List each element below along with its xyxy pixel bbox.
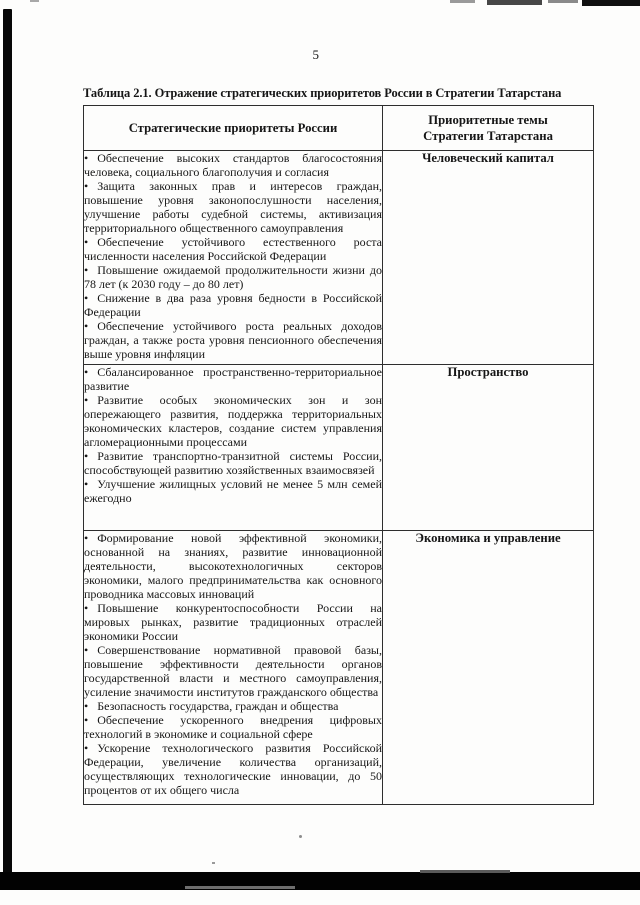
priority-item (84, 531, 382, 601)
theme-cell (383, 531, 594, 805)
column-header-tatarstan-themes (383, 106, 594, 151)
priorities-cell (84, 365, 383, 531)
priorities-cell (84, 531, 383, 805)
priority-text: Сбалансированное пространственно-территориальное развитие (84, 365, 382, 393)
scan-artifact-speck (299, 835, 302, 838)
bullet-icon: • (84, 151, 89, 165)
bullet-icon: • (84, 601, 89, 615)
priority-item (84, 151, 382, 179)
bullet-icon: • (84, 263, 89, 277)
table-title: Таблица 2.1. Отражение стратегических приоритетов России в Стратегии Татарстана (83, 86, 562, 100)
priority-text: Обеспечение устойчивого роста реальных доходов граждан, а также роста уровня пенсионного обеспечения выше уровня инфляции (84, 319, 382, 361)
priority-item (84, 291, 382, 319)
priority-text: Повышение ожидаемой продолжительности жизни до 78 лет (к 2030 году – до 80 лет) (84, 263, 382, 291)
bullet-icon: • (84, 477, 89, 491)
scan-artifact-top-smudge (30, 0, 39, 2)
theme-label: Пространство (447, 365, 529, 379)
bullet-icon: • (84, 699, 89, 713)
priority-item (84, 601, 382, 643)
scan-artifact-speck (212, 862, 215, 864)
scan-artifact-top-smudge (450, 0, 475, 3)
priority-item (84, 699, 382, 713)
priority-item (84, 319, 382, 361)
theme-cell (383, 365, 594, 531)
scan-artifact-top-smudge (487, 0, 542, 5)
priorities-table (83, 105, 594, 805)
bullet-icon: • (84, 291, 89, 305)
theme-label: Человеческий капитал (422, 151, 554, 165)
bullet-icon: • (84, 531, 89, 545)
priority-item (84, 263, 382, 291)
table-row (84, 151, 594, 365)
priority-item (84, 365, 382, 393)
scan-artifact-top-smudge (582, 0, 640, 6)
scan-artifact-bottom-band (0, 872, 640, 890)
priority-text: Развитие особых экономических зон и зон опережающего развития, поддержка территориальных экономических кластеров, создание систем управления агломерационными процессами (84, 393, 382, 449)
bullet-icon: • (84, 235, 89, 249)
priority-text: Улучшение жилищных условий не менее 5 млн семей ежегодно (84, 477, 382, 505)
priority-item (84, 713, 382, 741)
priority-text: Обеспечение устойчивого естественного роста численности населения Российской Федерации (84, 235, 382, 263)
scan-artifact-top-smudge (548, 0, 578, 3)
table-row (84, 365, 594, 531)
priority-text: Обеспечение высоких стандартов благосостояния человека, социального благополучия и согласия (84, 151, 382, 179)
priorities-cell (84, 151, 383, 365)
priority-text: Снижение в два раза уровня бедности в Российской Федерации (84, 291, 382, 319)
bullet-icon: • (84, 741, 89, 755)
bullet-icon: • (84, 449, 89, 463)
bullet-icon: • (84, 643, 89, 657)
column-header-line: Приоритетные темы (428, 113, 548, 127)
priority-text: Ускорение технологического развития Российской Федерации, увеличение количества организаций, осуществляющих технологические инновации, до 50 процентов от их общего числа (84, 741, 382, 797)
page-number: 5 (312, 47, 320, 62)
bullet-icon: • (84, 179, 89, 193)
theme-label: Экономика и управление (415, 531, 561, 545)
scan-artifact-band-notch (185, 886, 295, 889)
bullet-icon: • (84, 393, 89, 407)
priority-text: Формирование новой эффективной экономики, основанной на знаниях, развитие инновационной деятельности, высокотехнологичных секторов экономики, малого предпринимательства как основного проводника массовых инноваций (84, 531, 382, 601)
bullet-icon: • (84, 365, 89, 379)
column-header-line: Стратегии Татарстана (423, 129, 553, 143)
priority-item (84, 179, 382, 235)
priority-text: Развитие транспортно-транзитной системы России, способствующей развитию хозяйственных взаимосвязей (84, 449, 382, 477)
priority-item (84, 393, 382, 449)
column-header-russia-priorities: Стратегические приоритеты России (84, 106, 383, 151)
priority-item (84, 449, 382, 477)
theme-cell (383, 151, 594, 365)
priority-item (84, 741, 382, 797)
priority-text: Обеспечение ускоренного внедрения цифровых технологий в экономике и социальной сфере (84, 713, 382, 741)
scan-artifact-left-bar (3, 9, 12, 873)
priority-item (84, 235, 382, 263)
table-row (84, 531, 594, 805)
bullet-icon: • (84, 713, 89, 727)
priority-text: Совершенствование нормативной правовой базы, повышение эффективности деятельности органов государственной власти и местного самоуправления, усиление значимости институтов гражданского общества (84, 643, 382, 699)
priority-text: Защита законных прав и интересов граждан, повышение уровня законопослушности населения, улучшение работы судебной системы, активизация территориального общественного самоуправления (84, 179, 382, 235)
bullet-icon: • (84, 319, 89, 333)
priority-text: Безопасность государства, граждан и общества (97, 699, 339, 713)
priority-text: Повышение конкурентоспособности России на мировых рынках, развитие традиционных отраслей экономики России (84, 601, 382, 643)
priority-item (84, 477, 382, 505)
scan-artifact-band-notch (420, 870, 510, 873)
priority-item (84, 643, 382, 699)
table-header-row (84, 106, 594, 151)
